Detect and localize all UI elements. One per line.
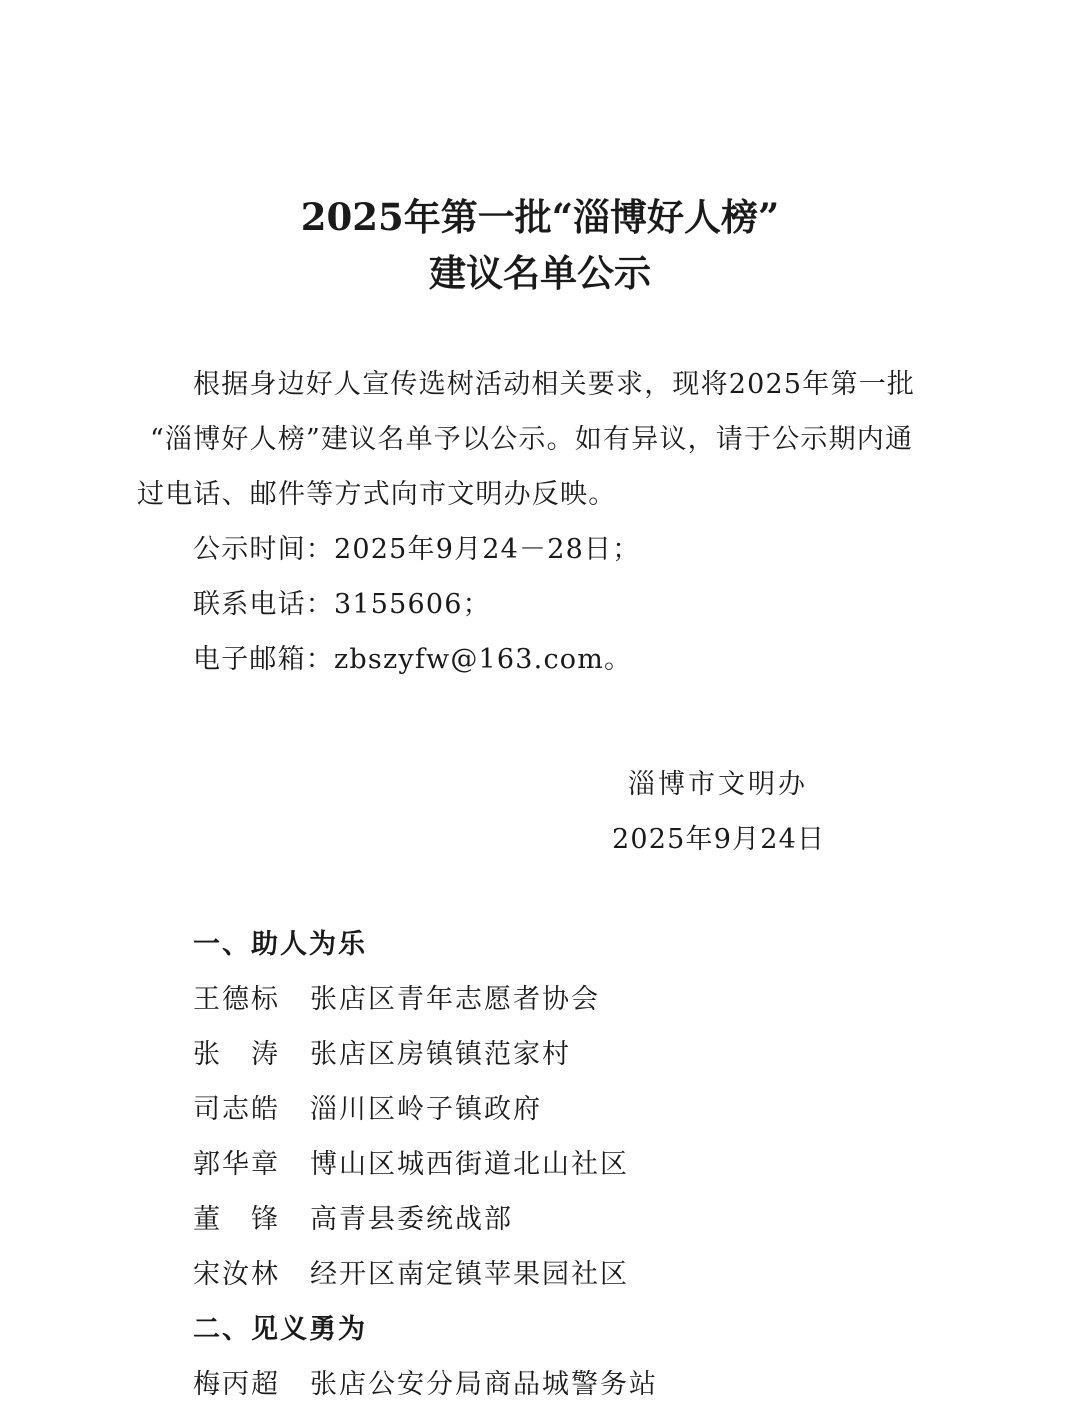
signature-org: 淄博市文明办 [628, 769, 808, 800]
title-line-2: 建议名单公示 [429, 251, 651, 295]
entry-org: 高青县委统战部 [310, 1204, 513, 1235]
entry-org: 经开区南定镇苹果园社区 [310, 1259, 629, 1290]
entry-name: 梅丙超 [193, 1369, 280, 1400]
entry-name: 张 涛 [193, 1039, 280, 1070]
entry-name: 王德标 [193, 984, 280, 1015]
section-heading: 二、见义勇为 [193, 1314, 367, 1345]
paragraph-line: 过电话、邮件等方式向市文明办反映。 [137, 479, 617, 510]
publicity-period: 公示时间：2025年9月24－28日； [193, 534, 641, 565]
list-item [193, 1093, 542, 1127]
paragraph-line: “淄博好人榜”建议名单予以公示。如有异议，请于公示期内通 [150, 424, 914, 455]
contact-phone: 联系电话：3155606； [193, 589, 491, 620]
contact-email: 电子邮箱：zbszyfw@163.com。 [193, 644, 633, 675]
entry-org: 张店区房镇镇范家村 [310, 1039, 571, 1070]
title-line-1: 2025年第一批“淄博好人榜” [300, 195, 780, 239]
entry-org: 张店区青年志愿者协会 [310, 984, 600, 1015]
signature-date: 2025年9月24日 [612, 824, 826, 855]
list-item [193, 1038, 571, 1072]
entry-name: 董 锋 [193, 1204, 280, 1235]
list-item [193, 983, 600, 1017]
entry-org: 博山区城西街道北山社区 [310, 1149, 629, 1180]
list-item [193, 1368, 658, 1402]
entry-name: 司志皓 [193, 1094, 280, 1125]
paragraph-line: 根据身边好人宣传选树活动相关要求，现将2025年第一批 [193, 369, 916, 400]
entry-org: 淄川区岭子镇政府 [310, 1094, 542, 1125]
list-item [193, 1203, 513, 1237]
entry-name: 宋汝林 [193, 1259, 280, 1290]
entry-name: 郭华章 [193, 1149, 280, 1180]
section-heading: 一、助人为乐 [193, 929, 367, 960]
entry-org: 张店公安分局商品城警务站 [310, 1369, 658, 1400]
list-item [193, 1148, 629, 1182]
list-item [193, 1258, 629, 1292]
